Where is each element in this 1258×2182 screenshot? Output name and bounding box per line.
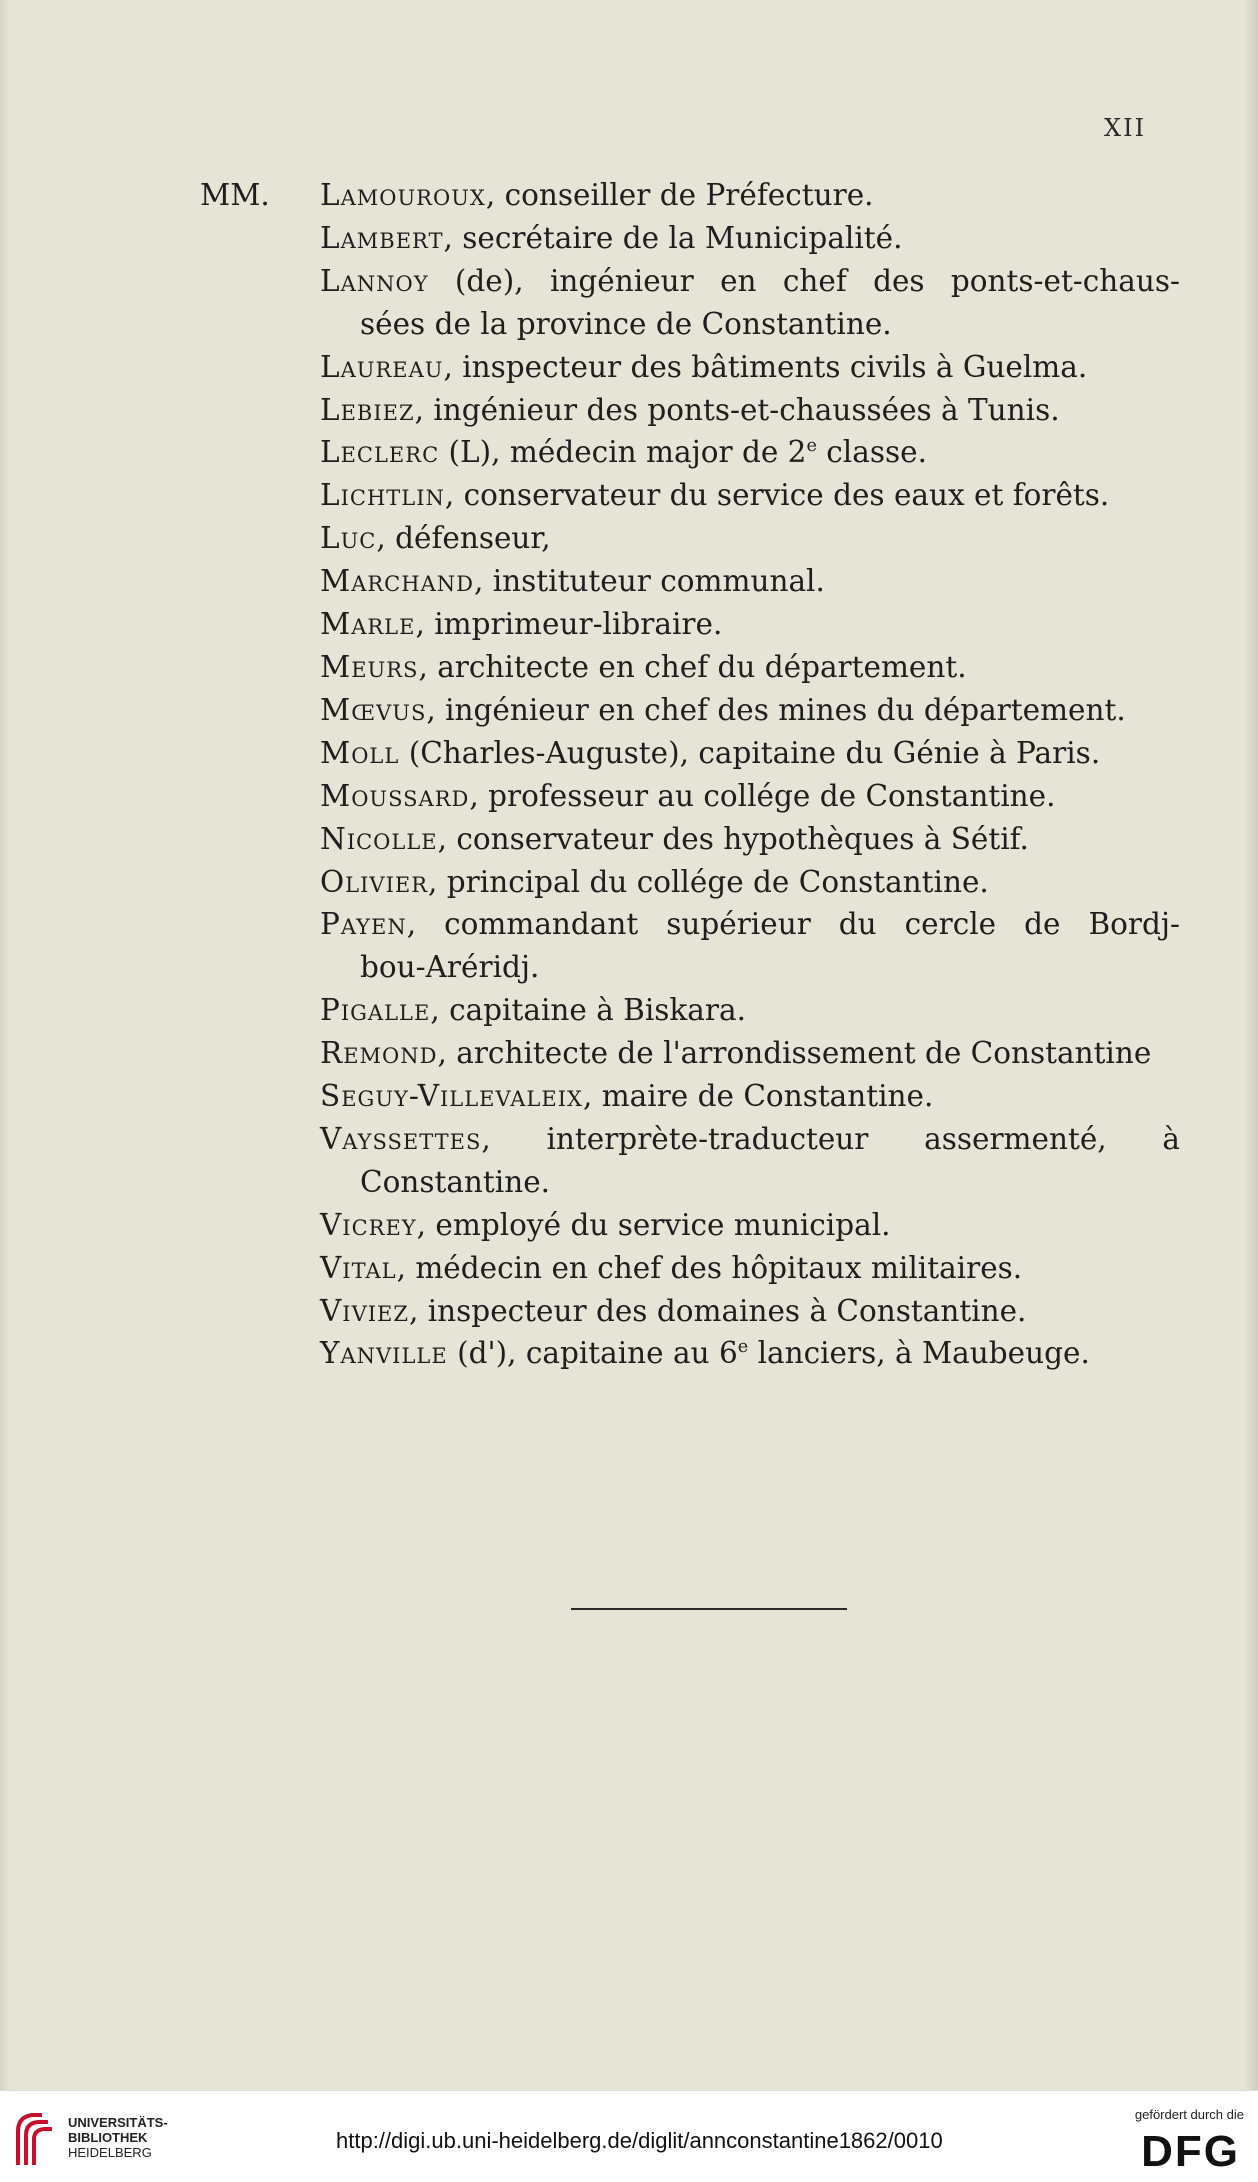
member-name: Viviez <box>320 1293 409 1328</box>
member-description: , employé du service municipal. <box>416 1207 891 1242</box>
list-item <box>200 903 1180 989</box>
member-description: , ingénieur en chef des mines du département. <box>426 692 1126 727</box>
list-item <box>200 474 1180 517</box>
member-description: , médecin en chef des hôpitaux militaires. <box>396 1250 1023 1285</box>
ordinal-superscript: e <box>737 1337 749 1358</box>
member-name: Lamouroux <box>320 178 486 212</box>
member-name: Seguy-Villevaleix <box>320 1079 583 1114</box>
member-name: Luc <box>320 521 377 556</box>
list-item <box>200 1032 1180 1075</box>
member-description: , conservateur du service des eaux et forêts. <box>444 478 1110 513</box>
member-description: , imprimeur-libraire. <box>415 607 723 642</box>
member-name: Meurs <box>320 649 419 684</box>
institution-line: BIBLIOTHEK <box>68 2130 148 2145</box>
list-item <box>200 1332 1180 1375</box>
list-item <box>200 260 1180 346</box>
member-name: Nicolle <box>320 821 438 856</box>
institution-line: HEIDELBERG <box>68 2145 152 2160</box>
dfg-logo: DFG <box>1141 2127 1240 2176</box>
list-item <box>200 1118 1180 1204</box>
member-name: Olivier <box>320 864 429 899</box>
member-description: , conservateur des hypothèques à Sétif. <box>437 821 1029 856</box>
member-name: Vayssettes <box>320 1121 482 1156</box>
list-item <box>200 517 1180 560</box>
member-description: , inspecteur des bâtiments civils à Guelma. <box>443 349 1088 384</box>
list-item <box>200 603 1180 646</box>
member-description-end: classe. <box>816 435 927 470</box>
list-item <box>200 861 1180 904</box>
member-name: Remond <box>320 1036 438 1071</box>
member-description: (de), ingénieur en chef des ponts-et-chaus- <box>428 263 1180 298</box>
list-item <box>200 560 1180 603</box>
member-description: , capitaine à Biskara. <box>430 993 746 1028</box>
member-description: , professeur au collége de Constantine. <box>469 778 1056 813</box>
member-description: , maire de Constantine. <box>582 1079 934 1114</box>
member-description: , architecte en chef du département. <box>418 649 967 684</box>
member-name: Lambert <box>320 220 444 255</box>
list-item <box>200 732 1180 775</box>
member-description: (L), médecin major de 2 <box>439 435 807 470</box>
member-description-continued: Constantine. <box>360 1164 551 1199</box>
member-list <box>200 174 1180 1375</box>
list-item <box>200 217 1180 260</box>
institution-name <box>68 2115 168 2160</box>
member-name: Leclerc <box>320 435 440 470</box>
list-item <box>200 1075 1180 1118</box>
list-item <box>200 689 1180 732</box>
member-name: Marchand <box>320 564 474 599</box>
list-item <box>200 818 1180 861</box>
member-description: , commandant supérieur du cercle de Bordj- <box>406 907 1180 942</box>
funding-note: gefördert durch die <box>1134 2107 1244 2122</box>
member-description: , défenseur, <box>376 521 551 556</box>
member-description: , secrétaire de la Municipalité. <box>443 220 903 255</box>
member-description: (d'), capitaine au 6 <box>447 1336 738 1371</box>
ordinal-superscript: e <box>806 436 817 457</box>
page-number: XII <box>1104 114 1147 142</box>
member-description-continued: sées de la province de Constantine. <box>360 306 892 341</box>
member-name: Lannoy <box>320 263 429 298</box>
member-description-continued: bou-Aréridj. <box>360 950 540 985</box>
member-description: (Charles-Auguste), capitaine du Génie à Paris. <box>399 735 1101 770</box>
permalink-url[interactable]: http://digi.ub.uni-heidelberg.de/diglit/annconstantine1862/0010 <box>336 2128 943 2153</box>
member-description: , architecte de l'arrondissement de Constantine <box>437 1036 1152 1071</box>
member-name: Marle <box>320 607 416 642</box>
list-item <box>200 346 1180 389</box>
member-description-end: lanciers, à Maubeuge. <box>748 1336 1090 1371</box>
member-name: Mœvus <box>320 692 427 727</box>
list-item <box>200 989 1180 1032</box>
institution-line: UNIVERSITÄTS- <box>68 2115 168 2130</box>
list-item <box>200 1290 1180 1333</box>
member-description: , conseiller de Préfecture. <box>485 178 874 212</box>
member-description: , ingénieur des ponts-et-chaussées à Tunis. <box>414 392 1060 427</box>
member-name: Moussard <box>320 778 470 813</box>
list-item <box>200 431 1180 474</box>
member-name: Moll <box>320 735 400 770</box>
list-item <box>200 646 1180 689</box>
viewer-footer <box>0 2090 1258 2182</box>
closing-rule <box>571 1608 847 1610</box>
member-name: Laureau <box>320 349 444 384</box>
list-item <box>200 1247 1180 1290</box>
page-left-edge <box>0 0 10 2090</box>
salutation: MM. <box>200 178 270 212</box>
list-item <box>200 775 1180 818</box>
member-description: , inspecteur des domaines à Constantine. <box>408 1293 1027 1328</box>
member-name: Vital <box>320 1250 397 1285</box>
list-item <box>200 1204 1180 1247</box>
member-name: Yanville <box>320 1336 448 1371</box>
member-description: , interprète-traducteur assermenté, à <box>481 1121 1180 1156</box>
member-description: , principal du collége de Constantine. <box>428 864 989 899</box>
list-item <box>200 174 1180 217</box>
member-name: Lebiez <box>320 392 415 427</box>
member-description: , instituteur communal. <box>473 564 825 599</box>
university-library-logo-icon <box>12 2109 56 2169</box>
member-name: Payen <box>320 907 407 942</box>
page-right-edge <box>1244 0 1258 2090</box>
member-name: Vicrey <box>320 1207 417 1242</box>
member-name: Pigalle <box>320 993 431 1028</box>
member-name: Lichtlin <box>320 478 445 513</box>
list-item <box>200 389 1180 432</box>
